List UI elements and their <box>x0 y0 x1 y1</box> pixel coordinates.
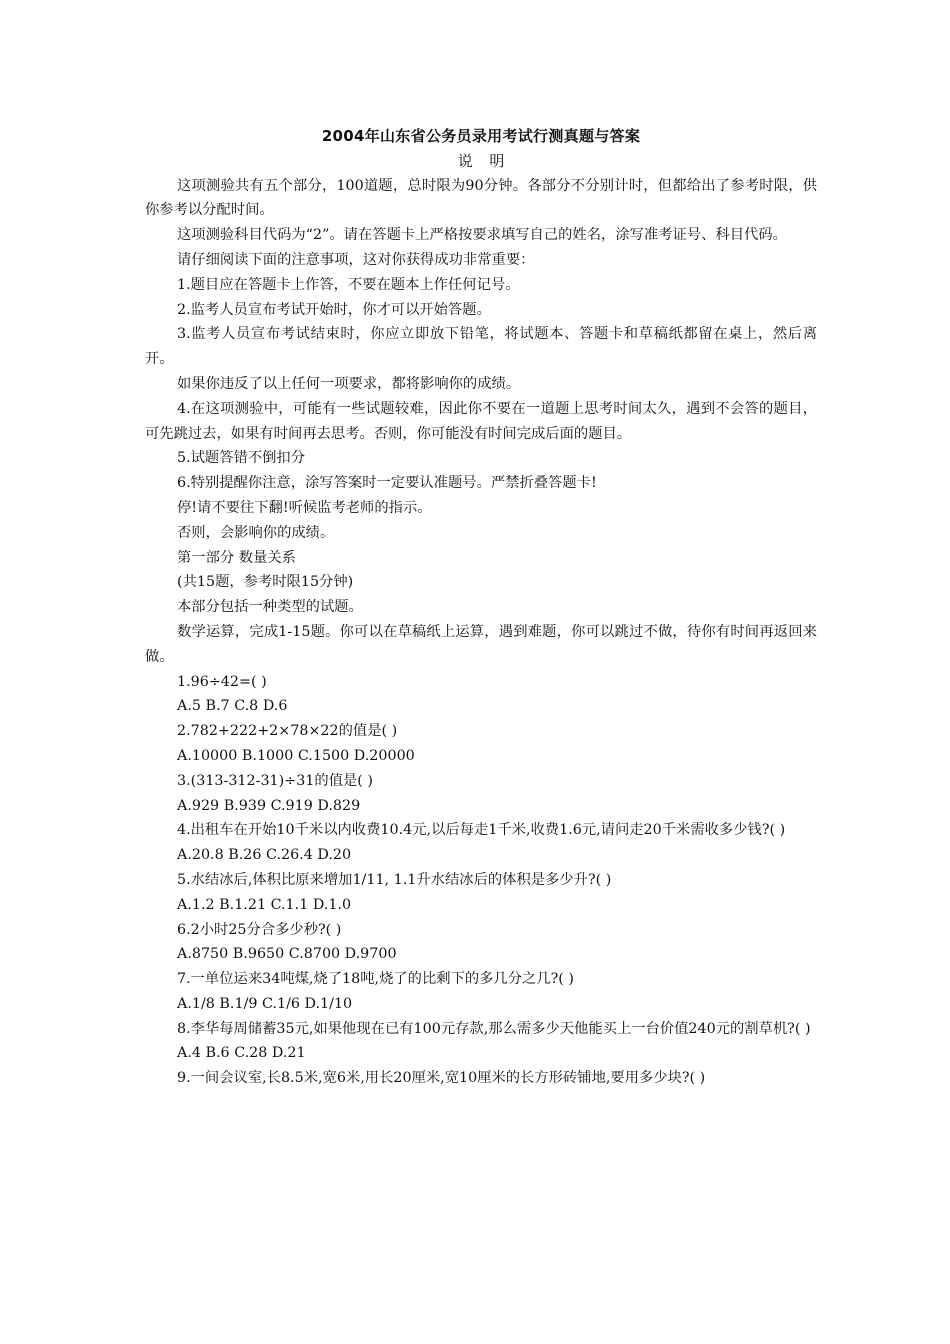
answer-options: A.929 B.939 C.919 D.829 <box>177 797 361 814</box>
paragraph: 请仔细阅读下面的注意事项，这对你获得成功非常重要： <box>177 251 535 268</box>
paragraph: 如果你违反了以上任何一项要求，都将影响你的成绩。 <box>177 375 521 392</box>
question: 3.(313-312-31)÷31的值是( ) <box>177 772 373 789</box>
document-title: 2004年山东省公务员录用考试行测真题与答案 <box>321 127 641 145</box>
question: 7.一单位运来34吨煤,烧了18吨,烧了的比剩下的多几分之几?( ) <box>177 971 575 988</box>
question: 5.水结冰后,体积比原来增加1/11, 1.1升水结冰后的体积是多少升?( ) <box>177 871 612 888</box>
answer-options: A.10000 B.1000 C.1500 D.20000 <box>177 747 415 764</box>
paragraph: 3.监考人员宣布考试结束时，你应立即放下铅笔，将试题本、答题卡和草稿纸都留在桌上，然后离开。 <box>145 326 817 368</box>
document-body <box>145 124 817 1091</box>
paragraph: 5.试题答错不倒扣分 <box>177 450 306 467</box>
section-heading: 第一部分 数量关系 <box>177 549 296 566</box>
paragraph: 这项测验科目代码为“2”。请在答题卡上严格按要求填写自己的姓名，涂写准考证号、科目代码。 <box>177 227 787 244</box>
answer-options: A.1/8 B.1/9 C.1/6 D.1/10 <box>177 995 353 1012</box>
paragraph: 2.监考人员宣布考试开始时，你才可以开始答题。 <box>177 301 491 318</box>
paragraph-list <box>145 174 817 1091</box>
paragraph: 6.特别提醒你注意，涂写答案时一定要认准题号。严禁折叠答题卡! <box>177 475 597 492</box>
paragraph: 本部分包括一种类型的试题。 <box>177 599 363 616</box>
question: 4.出租车在开始10千米以内收费10.4元,以后每走1千米,收费1.6元,请问走20千米需收多少钱?( ) <box>177 822 786 839</box>
question: 1.96÷42=( ) <box>177 673 267 690</box>
paragraph: 否则，会影响你的成绩。 <box>177 524 335 541</box>
question: 6.2小时25分合多少秒?( ) <box>177 921 342 938</box>
answer-options: A.8750 B.9650 C.8700 D.9700 <box>177 946 397 963</box>
paragraph: 4.在这项测验中，可能有一些试题较难，因此你不要在一道题上思考时间太久，遇到不会答的题目，可先跳过去，如果有时间再去思考。否则，你可能没有时间完成后面的题目。 <box>145 400 817 442</box>
paragraph: 数学运算，完成1-15题。你可以在草稿纸上运算，遇到难题，你可以跳过不做，待你有时间再返回来做。 <box>145 623 817 665</box>
paragraph: 这项测验共有五个部分，100道题，总时限为90分钟。各部分不分别计时，但都给出了参考时限，供你参考以分配时间。 <box>145 177 817 219</box>
answer-options: A.4 B.6 C.28 D.21 <box>177 1045 306 1062</box>
paragraph: 停!请不要往下翻!听候监考老师的指示。 <box>177 499 432 516</box>
question: 9.一间会议室,长8.5米,宽6米,用长20厘米,宽10厘米的长方形砖铺地,要用多少块?( ) <box>177 1070 706 1087</box>
question: 8.李华每周储蓄35元,如果他现在已有100元存款,那么需多少天他能买上一台价值240元的割草机?( ) <box>177 1020 811 1037</box>
question: 2.782+222+2×78×22的值是( ) <box>177 723 398 740</box>
paragraph: (共15题，参考时限15分钟) <box>177 574 354 591</box>
document-subtitle: 说 明 <box>457 151 511 170</box>
answer-options: A.20.8 B.26 C.26.4 D.20 <box>177 847 352 864</box>
paragraph: 1.题目应在答题卡上作答，不要在题本上作任何记号。 <box>177 276 520 293</box>
answer-options: A.5 B.7 C.8 D.6 <box>177 698 288 715</box>
answer-options: A.1.2 B.1.21 C.1.1 D.1.0 <box>177 896 352 913</box>
